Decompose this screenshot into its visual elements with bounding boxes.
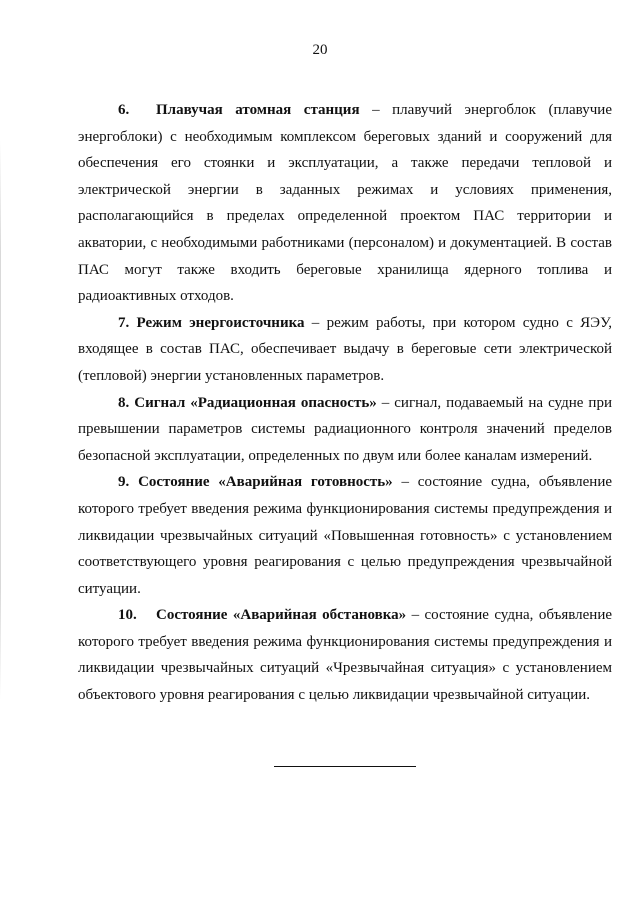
definition-number: 6. [118,102,130,118]
definition-term: Состояние «Аварийная готовность» [138,474,393,491]
definition-paragraph-6 [78,97,612,310]
definition-term: Режим энергоисточника [136,314,305,331]
definition-text: – состояние судна, объявление которого требует введения режима функционирования системы предупреждения и ликвидации чрезвычайных ситуаций «Чрезвычайная ситуация» с установлением объектового уровня реагирования с целью ликвидации чрезвычайной ситуации. [78,607,613,704]
definition-paragraph-9 [78,469,612,602]
definition-term: Плавучая атомная станция [156,102,360,118]
definition-term: Состояние «Аварийная обстановка» [156,607,407,624]
definition-text: – режим работы, при котором судно с ЯЭУ, входящее в состав ПАС, обеспечивает выдачу в береговые сети электрической (тепловой) энергии установленных параметров. [78,314,612,384]
definition-number: 7. [118,314,130,331]
definition-number: 8. [118,394,130,411]
page-number: 20 [312,42,328,58]
definition-text: – состояние судна, объявление которого требует введения режима функционирования системы предупреждения и ликвидации чрезвычайных ситуаций «Повышенная готовность» с установлением соответствующего уровня реагирования с целью предупреждения чрезвычайной ситуации. [78,474,613,597]
definition-number: 9. [118,474,130,491]
definition-term: Сигнал «Радиационная опасность» [134,394,377,411]
closing-divider [274,766,416,767]
definition-text: – сигнал, подаваемый на судне при превышении параметров системы радиационного контроля значений пределов безопасной эксплуатации, определенных по двум или более каналам измерений. [78,394,612,464]
definition-paragraph-7 [78,310,612,390]
scan-edge-shadow [0,140,1,700]
definitions-list [78,97,612,709]
definition-paragraph-10 [78,602,612,708]
definition-paragraph-8 [78,390,612,470]
definition-number: 10. [118,607,137,624]
definition-text: – плавучий энергоблок (плавучие энергоблоки) с необходимым комплексом береговых зданий и сооружений для обеспечения его стоянки и эксплуатации, а также передачи тепловой и электрической энергии в заданных режимах и условиях применения, располагающийся в пределах определенной проектом ПАС территории и акватории, с необходимыми работниками (персоналом) и документацией. В состав ПАС могут также входить береговые хранилища ядерного топлива и радиоактивных отходов. [78,102,612,305]
